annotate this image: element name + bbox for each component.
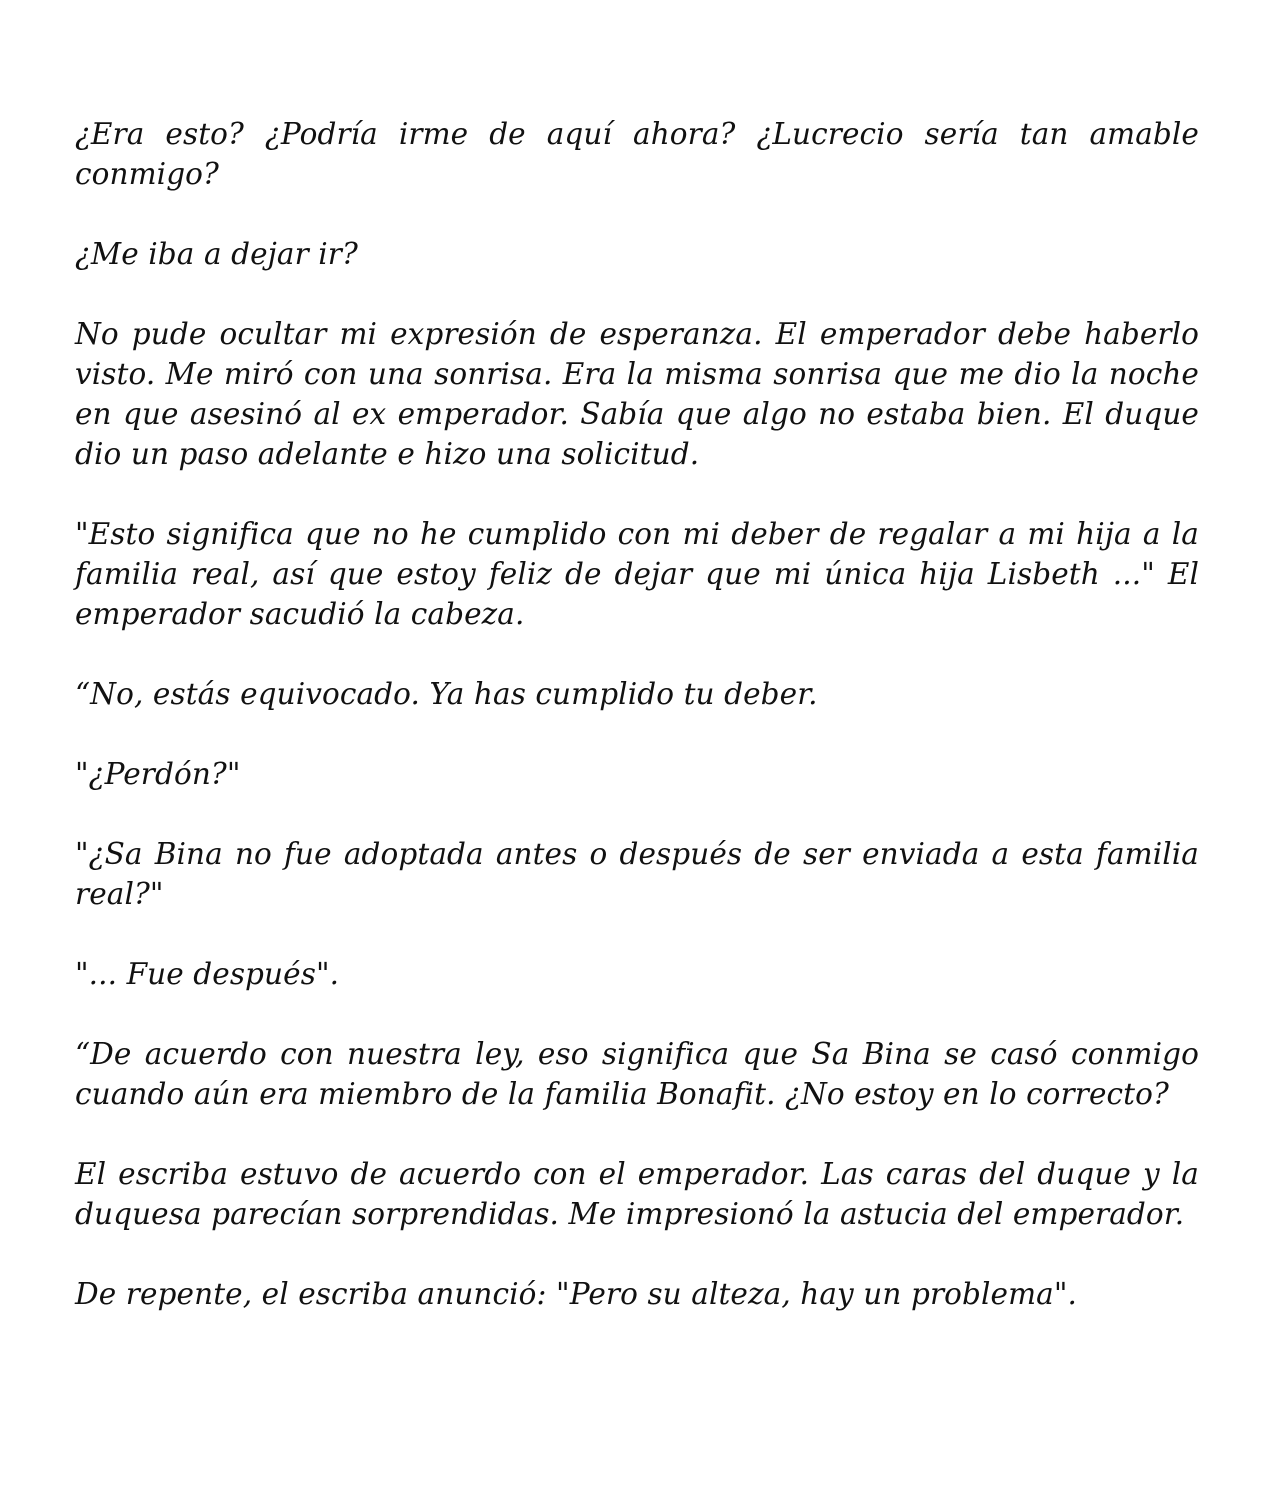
paragraph-11: De repente, el escriba anunció: "Pero su alteza, hay un problema".	[75, 1277, 1078, 1311]
paragraph-2: ¿Me iba a dejar ir?	[75, 237, 358, 271]
paragraph-7: "¿Sa Bina no fue adoptada antes o después de ser enviada a esta familia real?"	[75, 837, 1199, 911]
paragraph-4: "Esto significa que no he cumplido con mi deber de regalar a mi hija a la familia real, así que estoy feliz de dejar que mi única hija Lisbeth ..." El emperador sacudió la cabeza.	[75, 517, 1199, 631]
paragraph-10: El escriba estuvo de acuerdo con el emperador. Las caras del duque y la duquesa parecían sorprendidas. Me impresionó la astucia del emperador.	[75, 1157, 1199, 1231]
paragraph-3: No pude ocultar mi expresión de esperanza. El emperador debe haberlo visto. Me miró con una sonrisa. Era la misma sonrisa que me dio la noche en que asesinó al ex emperador. Sabía que algo no estaba bien. El duque dio un paso adelante e hizo una solicitud.	[75, 317, 1199, 471]
document-page	[75, 114, 1199, 1354]
paragraph-6: "¿Perdón?"	[75, 757, 241, 791]
paragraph-8: "... Fue después".	[75, 957, 340, 991]
paragraph-1: ¿Era esto? ¿Podría irme de aquí ahora? ¿Lucrecio sería tan amable conmigo?	[75, 117, 1199, 191]
paragraph-9: “De acuerdo con nuestra ley, eso significa que Sa Bina se casó conmigo cuando aún era miembro de la familia Bonafit. ¿No estoy en lo correcto?	[75, 1037, 1199, 1111]
paragraph-5: “No, estás equivocado. Ya has cumplido tu deber.	[75, 677, 818, 711]
